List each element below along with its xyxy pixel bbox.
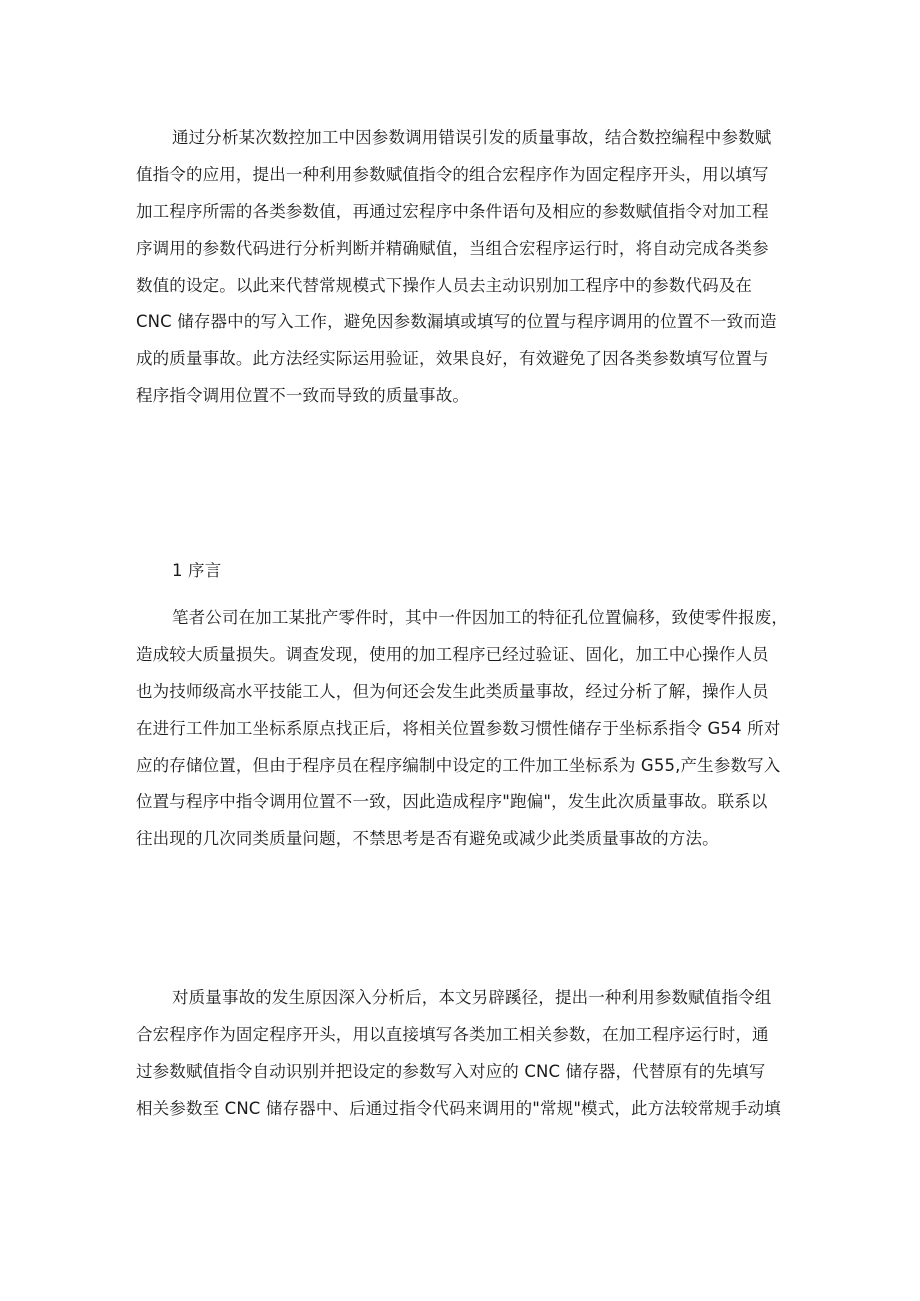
text-line: 在进行工件加工坐标系原点找正后，将相关位置参数习惯性储存于坐标系指令 G54 所对 (136, 718, 781, 738)
section-heading-text: 1 序言 (172, 561, 222, 580)
text-line: 过参数赋值指令自动识别并把设定的参数写入对应的 CNC 储存器，代替原有的先填写 (136, 1061, 766, 1081)
body-paragraph (136, 600, 789, 858)
text-line: 合宏程序作为固定程序开头，用以直接填写各类加工相关参数，在加工程序运行时，通 (136, 1024, 769, 1044)
text-line: 成的质量事故。此方法经实际运用验证，效果良好，有效避免了因各类参数填写位置与 (136, 349, 769, 369)
text-line: 对质量事故的发生原因深入分析后，本文另辟蹊径，提出一种利用参数赋值指令组 (172, 988, 772, 1007)
text-line: 加工程序所需的各类参数值，再通过宏程序中条件语句及相应的参数赋值指令对加工程 (136, 201, 769, 221)
section-heading (136, 553, 786, 590)
text-line: 往出现的几次同类质量问题，不禁思考是否有避免或减少此类质量事故的方法。 (136, 829, 719, 849)
body-paragraph (136, 980, 786, 1128)
text-line: 通过分析某次数控加工中因参数调用错误引发的质量事故，结合数控编程中参数赋 (172, 128, 772, 147)
text-line: 程序指令调用位置不一致而导致的质量事故。 (136, 386, 469, 406)
abstract-paragraph (136, 120, 786, 415)
text-line: 相关参数至 CNC 储存器中、后通过指令代码来调用的"常规"模式，此方法较常规手动填 (136, 1098, 781, 1118)
text-line: 值指令的应用，提出一种利用参数赋值指令的组合宏程序作为固定程序开头，用以填写 (136, 164, 769, 184)
text-line: 也为技师级高水平技能工人，但为何还会发生此类质量事故，经过分析了解，操作人员 (136, 681, 769, 701)
text-line: 位置与程序中指令调用位置不一致，因此造成程序"跑偏"，发生此次质量事故。联系以 (136, 792, 768, 812)
text-line: 笔者公司在加工某批产零件时，其中一件因加工的特征孔位置偏移，致使零件报废， (172, 608, 789, 627)
text-line: CNC 储存器中的写入工作，避免因参数漏填或填写的位置与程序调用的位置不一致而造 (136, 312, 777, 332)
text-line: 造成较大质量损失。调查发现，使用的加工程序已经过验证、固化，加工中心操作人员 (136, 644, 769, 664)
text-line: 数值的设定。以此来代替常规模式下操作人员去主动识别加工程序中的参数代码及在 (136, 275, 753, 295)
text-line: 序调用的参数代码进行分析判断并精确赋值，当组合宏程序运行时，将自动完成各类参 (136, 238, 769, 258)
text-line: 应的存储位置，但由于程序员在程序编制中设定的工件加工坐标系为 G55,产生参数写入 (136, 755, 781, 775)
